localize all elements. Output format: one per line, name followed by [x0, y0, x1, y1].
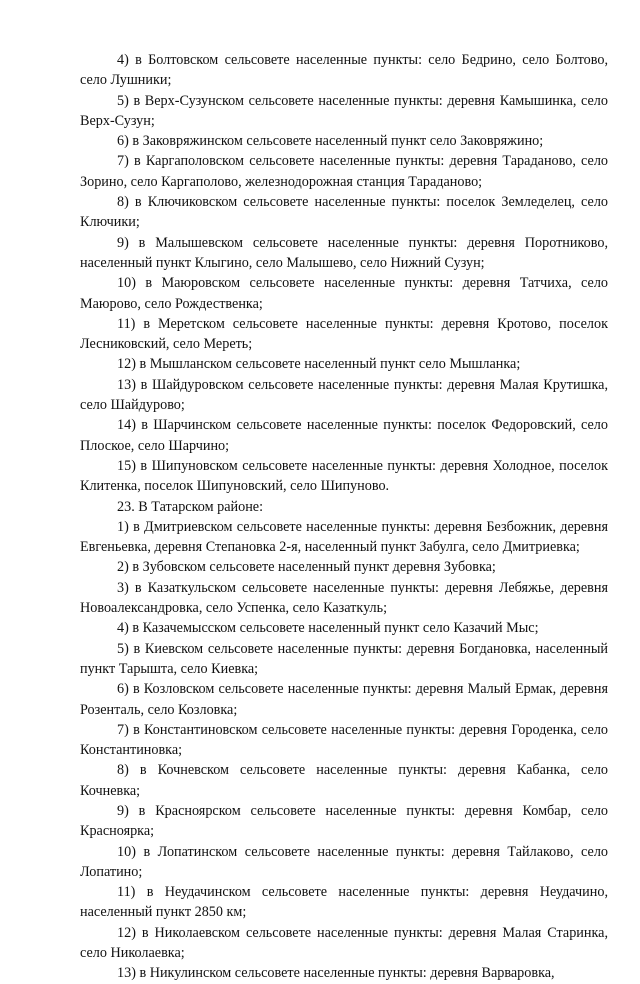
paragraph-kargapolovsky: 7) в Каргаполовском сельсовете населенные пункты: деревня Тараданово, село Зорино, село Каргаполово, железнодорожная станция Тараданово;: [80, 153, 608, 190]
paragraph-konstantinovsky: 7) в Константиновском сельсовете населенные пункты: деревня Городенка, село Константиновка;: [80, 721, 608, 759]
paragraph-kozlovsky: 6) в Козловском сельсовете населенные пункты: деревня Малый Ермак, деревня Розенталь, село Козловка;: [80, 681, 608, 718]
paragraph-nikolaevsky: 12) в Николаевском сельсовете населенные пункты: деревня Малая Старинка, село Николаевка;: [80, 924, 608, 962]
document-body: [80, 50, 608, 984]
paragraph-mayurovsky: 10) в Маюровском сельсовете населенные пункты: деревня Татчиха, село Маюрово, село Рождественка;: [80, 275, 608, 312]
paragraph-kazachemyssky: 4) в Казачемысском сельсовете населенный пункт село Казачий Мыс;: [117, 620, 539, 637]
paragraph-kochnevsky: 8) в Кочневском сельсовете населенные пункты: деревня Кабанка, село Кочневка;: [80, 762, 608, 799]
paragraph-nikulinsky: 13) в Никулинском сельсовете населенные пункты: деревня Варваровка,: [117, 965, 555, 982]
paragraph-zubovsky: 2) в Зубовском сельсовете населенный пункт деревня Зубовка;: [117, 559, 496, 576]
paragraph-shipunovsky: 15) в Шипуновском сельсовете населенные пункты: деревня Холодное, поселок Клитенка, поселок Шипуновский, село Шипуново.: [80, 457, 608, 495]
paragraph-klyuchikovsky: 8) в Ключиковском сельсовете населенные пункты: поселок Земледелец, село Ключики;: [80, 194, 608, 231]
paragraph-kazatkulsky: 3) в Казаткульском сельсовете населенные пункты: деревня Лебяжье, деревня Новоалександровка, село Успенка, село Казаткуль;: [80, 579, 608, 617]
paragraph-zakovryazhinsky: 6) в Заковряжинском сельсовете населенный пункт село Заковряжино;: [117, 133, 544, 150]
paragraph-boltovsky: 4) в Болтовском сельсовете населенные пункты: село Бедрино, село Болтово, село Лушники;: [80, 52, 608, 89]
paragraph-myshlansky: 12) в Мышланском сельсовете населенный пункт село Мышланка;: [117, 356, 521, 373]
paragraph-malyshevsky: 9) в Малышевском сельсовете населенные пункты: деревня Поротниково, населенный пункт Клыгино, село Малышево, село Нижний Сузун;: [80, 234, 608, 271]
paragraph-lopatinsky: 10) в Лопатинском сельсовете населенные пункты: деревня Тайлаково, село Лопатино;: [80, 843, 608, 880]
section-heading-tatarsky-district: 23. В Татарском районе:: [117, 498, 264, 515]
paragraph-shaidurovsky: 13) в Шайдуровском сельсовете населенные пункты: деревня Малая Крутишка, село Шайдурово;: [80, 376, 608, 414]
paragraph-verkh-suzunsky: 5) в Верх-Сузунском сельсовете населенные пункты: деревня Камышинка, село Верх-Сузун;: [80, 92, 608, 129]
paragraph-krasnoyarsky: 9) в Красноярском сельсовете населенные пункты: деревня Комбар, село Красноярка;: [80, 802, 608, 840]
paragraph-meretsky: 11) в Меретском сельсовете населенные пункты: деревня Кротово, поселок Лесниковский, село Мереть;: [80, 315, 608, 353]
paragraph-kievsky: 5) в Киевском сельсовете населенные пункты: деревня Богдановка, населенный пункт Тарышта, село Киевка;: [80, 640, 608, 677]
paragraph-dmitrievsky: 1) в Дмитриевском сельсовете населенные пункты: деревня Безбожник, деревня Евгеньевка, деревня Степановка 2-я, населенный пункт Забулга, село Дмитриевка;: [80, 518, 608, 556]
paragraph-sharchinsky: 14) в Шарчинском сельсовете населенные пункты: поселок Федоровский, село Плоское, село Шарчино;: [80, 417, 608, 454]
paragraph-neudachinsky: 11) в Неудачинском сельсовете населенные пункты: деревня Неудачино, населенный пункт 2850 км;: [80, 884, 608, 921]
